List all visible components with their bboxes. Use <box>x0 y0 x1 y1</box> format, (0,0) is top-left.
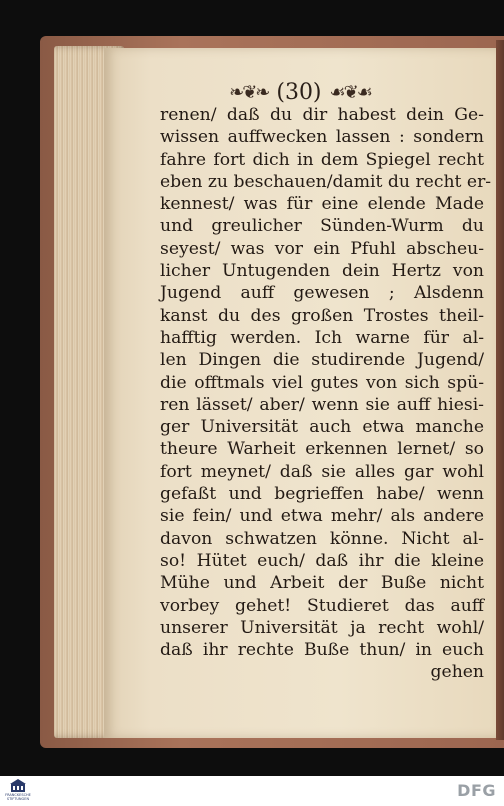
text-line: fort meynet/ daß sie alles gar wohl <box>160 461 484 482</box>
text-line: und greulicher Sünden-Wurm du <box>160 216 484 237</box>
text-line: hafftig werden. Ich warne für al- <box>160 327 484 348</box>
right-ornament-icon: ☙❦☙ <box>329 82 371 103</box>
text-line: sie fein/ und etwa mehr/ als andere <box>160 506 484 527</box>
text-line: theure Warheit erkennen lernet/ so <box>160 439 484 460</box>
catchword: gehen <box>430 662 484 683</box>
text-line: Jugend auff gewesen ; Alsdenn <box>160 283 484 304</box>
text-line: Mühe und Arbeit der Buße nicht <box>160 573 484 594</box>
text-line: ren lässet/ aber/ wenn sie auff hiesi- <box>160 394 484 415</box>
text-line: gefaßt und begrieffen habe/ wenn <box>160 484 484 505</box>
text-line: seyest/ was vor ein Pfuhl abscheu- <box>160 238 484 259</box>
page-text <box>160 104 492 684</box>
francke-foundation-logo[interactable] <box>4 779 32 803</box>
book-spine-edge <box>496 40 504 740</box>
page-number: (30) <box>276 80 322 105</box>
text-line: vorbey gehet! Studieret das auff <box>160 595 484 616</box>
text-line: wissen auffwecken lassen : sondern <box>160 127 484 148</box>
text-line: davon schwatzen könne. Nicht al- <box>160 528 484 549</box>
text-line: die offtmals viel gutes von sich spü- <box>160 372 484 393</box>
left-ornament-icon: ❧❦❧ <box>229 82 269 103</box>
text-line: so! Hütet euch/ daß ihr die kleine <box>160 550 484 571</box>
viewer-footer <box>0 776 504 806</box>
text-line: licher Untugenden dein Hertz von <box>160 261 484 282</box>
text-line: kanst du des großen Trostes theil- <box>160 305 484 326</box>
text-line: len Dingen die studirende Jugend/ <box>160 350 484 371</box>
text-line: kennest/ was für eine elende Made <box>160 194 484 215</box>
text-line: daß ihr rechte Buße thun/ in euch <box>160 640 484 661</box>
text-line: ger Universität auch etwa manche <box>160 417 484 438</box>
text-line: unserer Universität ja recht wohl/ <box>160 617 484 638</box>
dfg-logo[interactable]: DFG <box>457 781 496 800</box>
logo-label: FRANCKESCHE STIFTUNGEN <box>5 793 31 801</box>
text-line: fahre fort dich in dem Spiegel recht <box>160 149 484 170</box>
text-line: renen/ daß du dir habest dein Ge- <box>160 105 484 125</box>
building-icon <box>10 779 26 793</box>
page-header <box>104 80 496 105</box>
text-line: eben zu beschauen/damit du recht er- <box>160 171 492 192</box>
